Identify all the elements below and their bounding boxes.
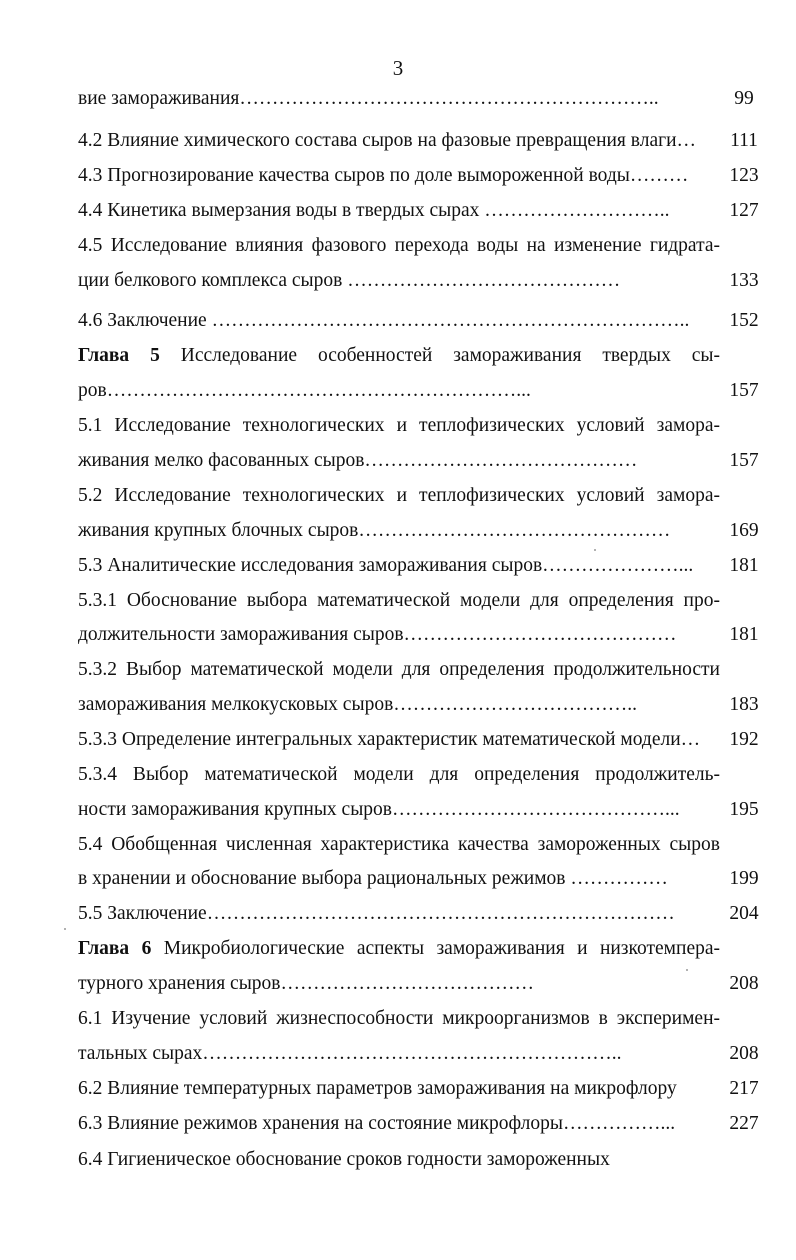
chapter-title: Исследование особенностей замораживания твердых сы-	[159, 345, 720, 366]
toc-entry-text: ров………………………………………………………...	[78, 380, 531, 401]
toc-entry-text: 5.5 Заключение………………………………………………………………	[78, 903, 675, 924]
toc-entry-text: 4.2 Влияние химического состава сыров на фазовые превращения влаги…	[78, 130, 697, 151]
toc-entry-text: ции белкового комплекса сыров ……………………………………	[78, 270, 621, 291]
toc-entry-page: 181	[729, 555, 759, 576]
toc-entry-text: 4.4 Кинетика вымерзания воды в твердых сырах ………………………..	[78, 200, 670, 221]
toc-entry-page: 127	[729, 200, 759, 221]
toc-entry-page: 199	[729, 868, 759, 889]
toc-entry-text: 5.3.2 Выбор математической модели для определения продолжительности	[78, 659, 720, 680]
toc-entry-text: 6.1 Изучение условий жизнеспособности микроорганизмов в эксперимен-	[78, 1008, 720, 1029]
chapter-label: Глава 6	[78, 938, 152, 959]
toc-entry-text: должительности замораживания сыров……………………………………	[78, 624, 677, 645]
toc-entry-text: 5.3.4 Выбор математической модели для определения продолжитель-	[78, 764, 720, 785]
toc-chapter-heading	[78, 937, 720, 961]
toc-entry-page: 183	[729, 694, 759, 715]
toc-entry-text: 6.2 Влияние температурных параметров замораживания на микрофлору	[78, 1078, 677, 1099]
toc-entry-text: 5.1 Исследование технологических и теплофизических условий замора-	[78, 415, 720, 436]
toc-entry-text: 4.3 Прогнозирование качества сыров по доле вымороженной воды………	[78, 165, 689, 186]
toc-entry-text: ности замораживания крупных сыров……………………………………...	[78, 799, 680, 820]
chapter-label: Глава 5	[78, 345, 160, 366]
toc-entry-page: 111	[730, 130, 758, 151]
toc-entry-text: 4.6 Заключение ………………………………………………………………..	[78, 310, 690, 331]
scan-speck	[686, 969, 688, 971]
toc-entry-page: 133	[729, 270, 759, 291]
toc-entry-text: 5.4 Обобщенная численная характеристика качества замороженных сыров	[78, 834, 720, 855]
toc-entry-text: тальных сырах………………………………………………………..	[78, 1043, 622, 1064]
toc-entry-text: в хранении и обоснование выбора рациональных режимов ……………	[78, 868, 668, 889]
toc-entry-page: 181	[729, 624, 759, 645]
scan-speck	[64, 928, 66, 930]
toc-entry-text: турного хранения сыров…………………………………	[78, 973, 535, 994]
toc-entry-text: 5.3.1 Обоснование выбора математической модели для определения про-	[78, 590, 720, 611]
chapter-title: Микробиологические аспекты замораживания и низкотемпера-	[151, 938, 720, 959]
scan-speck	[594, 549, 596, 551]
toc-entry-page: 208	[729, 973, 759, 994]
toc-entry-page: 157	[729, 450, 759, 471]
toc-entry-text: замораживания мелкокусковых сыров………………………………..	[78, 694, 638, 715]
toc-entry-page: 208	[729, 1043, 759, 1064]
toc-entry-text: 6.4 Гигиеническое обоснование сроков годности замороженных	[78, 1149, 610, 1170]
toc-entry-page: 227	[729, 1113, 759, 1134]
toc-chapter-heading	[78, 344, 720, 368]
toc-entry-page: 99	[734, 88, 754, 109]
toc-entry-text: живания крупных блочных сыров…………………………………………	[78, 520, 671, 541]
toc-entry-page: 195	[729, 799, 759, 820]
toc-entry-page: 169	[729, 520, 759, 541]
toc-entry-text: 6.3 Влияние режимов хранения на состояние микрофлоры……………...	[78, 1113, 676, 1134]
toc-entry-page: 204	[729, 903, 759, 924]
toc-entry-text: 5.2 Исследование технологических и теплофизических условий замора-	[78, 485, 720, 506]
toc-entry-page: 152	[729, 310, 759, 331]
toc-entry-text: 5.3.3 Определение интегральных характеристик математической модели…	[78, 729, 701, 750]
toc-entry-page: 217	[729, 1078, 759, 1099]
toc-entry-page: 123	[729, 165, 759, 186]
page-number: 3	[392, 56, 404, 80]
toc-entry-text: живания мелко фасованных сыров……………………………………	[78, 450, 638, 471]
toc-entry-text: вие замораживания………………………………………………………..	[78, 88, 659, 109]
toc-entry-page: 157	[729, 380, 759, 401]
toc-entry-page: 192	[729, 729, 759, 750]
toc-entry-text: 5.3 Аналитические исследования замораживания сыров…………………...	[78, 555, 694, 576]
toc-entry-text: 4.5 Исследование влияния фазового перехода воды на изменение гидрата-	[78, 235, 720, 256]
